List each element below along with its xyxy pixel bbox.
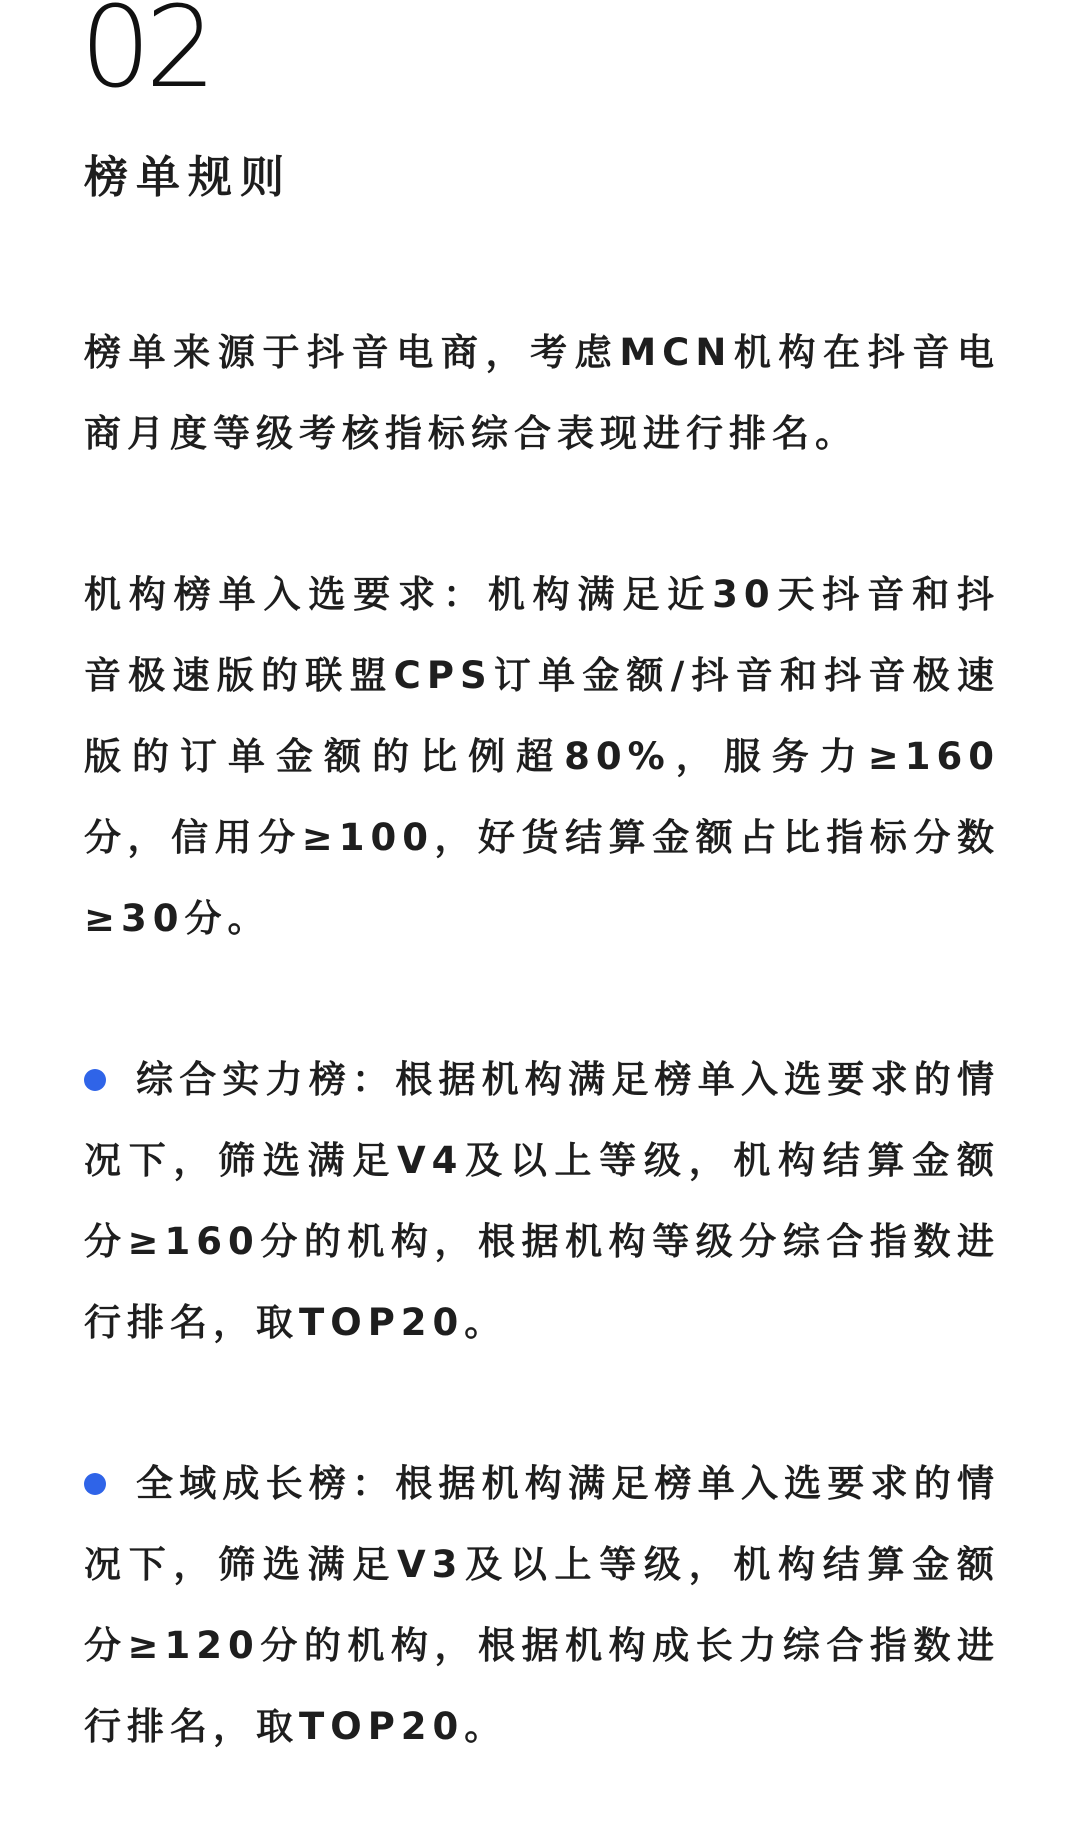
bullet-dot-icon [84,1473,106,1495]
intro-paragraph: 榜单来源于抖音电商，考虑MCN机构在抖音电商月度等级考核指标综合表现进行排名。 [84,331,1000,455]
bullet-text: 全域成长榜：根据机构满足榜单入选要求的情况下，筛选满足V3及以上等级，机构结算金额分≥120分的机构，根据机构成长力综合指数进行排名，取TOP20。 [84,1462,1000,1748]
bullet-item-comprehensive [84,1039,1000,1363]
bullet-dot-icon [84,1069,106,1091]
rules-content [84,312,1000,1847]
section-title: 榜单规则 [84,152,292,203]
bullet-item-growth [84,1443,1000,1767]
section-number: 02 [80,0,211,113]
bullet-text: 综合实力榜：根据机构满足榜单入选要求的情况下，筛选满足V4及以上等级，机构结算金额分≥160分的机构，根据机构等级分综合指数进行排名，取TOP20。 [84,1058,1000,1344]
requirement-paragraph: 机构榜单入选要求：机构满足近30天抖音和抖音极速版的联盟CPS订单金额/抖音和抖音极速版的订单金额的比例超80%，服务力≥160分，信用分≥100，好货结算金额占比指标分数≥30分。 [84,573,1000,940]
